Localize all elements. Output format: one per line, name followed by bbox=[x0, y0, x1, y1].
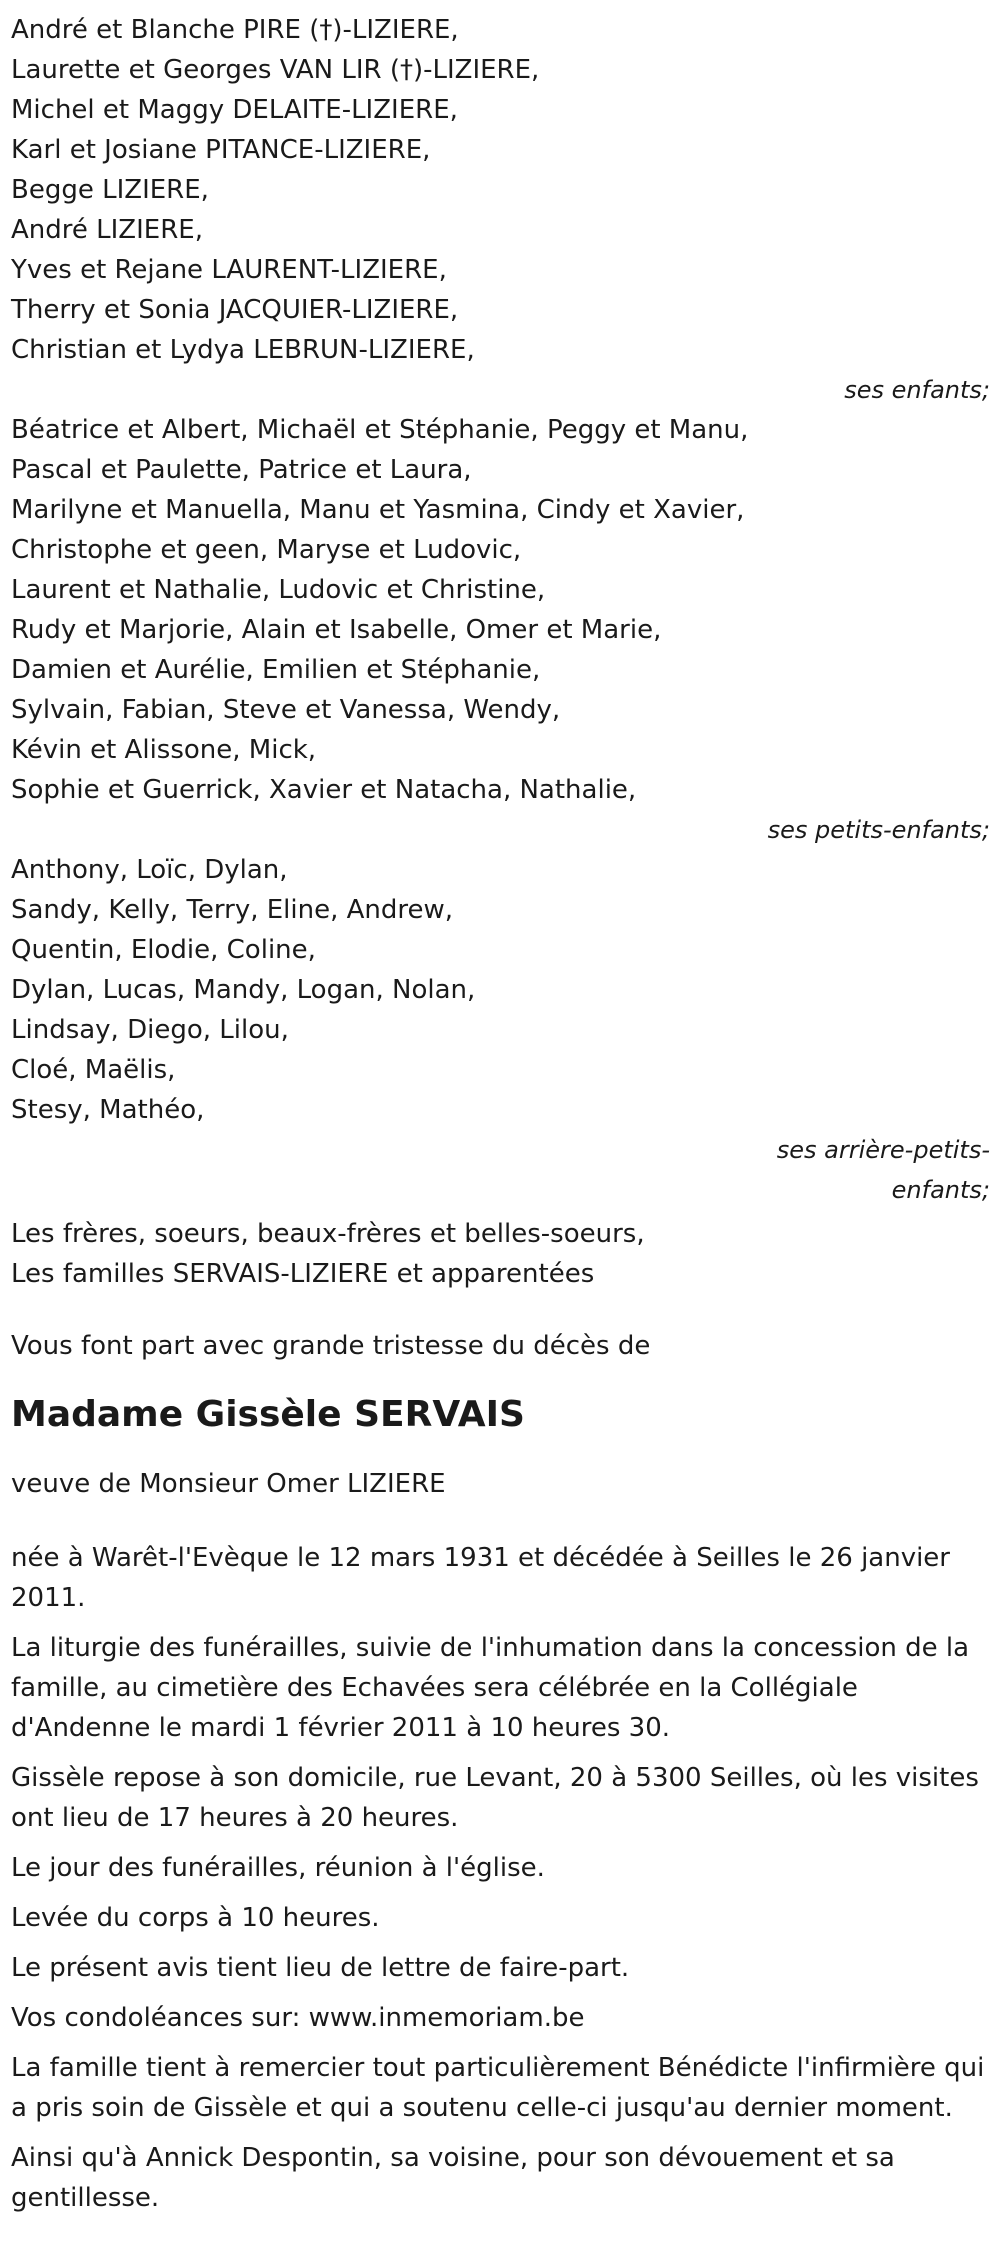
list-item: Quentin, Elodie, Coline, bbox=[11, 935, 316, 965]
list-item: André LIZIERE, bbox=[11, 215, 203, 245]
extended-family-list bbox=[11, 1214, 990, 1294]
role-label-line-2: enfants; bbox=[891, 1176, 990, 1204]
condolences-paragraph: Vos condoléances sur: www.inmemoriam.be bbox=[11, 2003, 585, 2033]
list-item: Christophe et geen, Maryse et Ludovic, bbox=[11, 535, 522, 565]
grandchildren-list bbox=[11, 410, 990, 850]
birth-death-paragraph: née à Warêt-l'Evèque le 12 mars 1931 et décédée à Seilles le 26 janvier 2011. bbox=[11, 1543, 950, 1613]
list-item: Lindsay, Diego, Lilou, bbox=[11, 1015, 289, 1045]
list-item: Therry et Sonia JACQUIER-LIZIERE, bbox=[11, 295, 459, 325]
great-grandchildren-list bbox=[11, 850, 990, 1210]
list-item: Yves et Rejane LAURENT-LIZIERE, bbox=[11, 255, 447, 285]
list-item: Damien et Aurélie, Emilien et Stéphanie, bbox=[11, 655, 541, 685]
list-item: Les frères, soeurs, beaux-frères et belles-soeurs, bbox=[11, 1219, 645, 1249]
thanks-neighbor-paragraph: Ainsi qu'à Annick Despontin, sa voisine, pour son dévouement et sa gentillesse. bbox=[11, 2143, 895, 2213]
list-item: Marilyne et Manuella, Manu et Yasmina, Cindy et Xavier, bbox=[11, 495, 745, 525]
list-item: Kévin et Alissone, Mick, bbox=[11, 735, 317, 765]
children-role-label: ses enfants; bbox=[844, 376, 990, 404]
announcement-text: Vous font part avec grande tristesse du décès de bbox=[11, 1331, 651, 1361]
deceased-name: Madame Gissèle SERVAIS bbox=[11, 1394, 525, 1435]
role-label-line-1: ses arrière-petits- bbox=[776, 1136, 990, 1164]
list-item: Christian et Lydya LEBRUN-LIZIERE, bbox=[11, 335, 475, 365]
list-item: Karl et Josiane PITANCE-LIZIERE, bbox=[11, 135, 431, 165]
details-section bbox=[11, 1538, 990, 2218]
list-item: Stesy, Mathéo, bbox=[11, 1095, 205, 1125]
list-item: André et Blanche PIRE (†)-LIZIERE, bbox=[11, 15, 459, 45]
departure-paragraph: Levée du corps à 10 heures. bbox=[11, 1903, 380, 1933]
grandchildren-role-label: ses petits-enfants; bbox=[767, 816, 990, 844]
list-item: Sophie et Guerrick, Xavier et Natacha, Nathalie, bbox=[11, 775, 637, 805]
gathering-paragraph: Le jour des funérailles, réunion à l'église. bbox=[11, 1853, 545, 1883]
great-grandchildren-role-label bbox=[11, 1130, 990, 1210]
widow-of-text: veuve de Monsieur Omer LIZIERE bbox=[11, 1469, 446, 1499]
visitation-paragraph: Gissèle repose à son domicile, rue Levant, 20 à 5300 Seilles, où les visites ont lieu de 17 heures à 20 heures. bbox=[11, 1763, 979, 1833]
list-item: Michel et Maggy DELAITE-LIZIERE, bbox=[11, 95, 458, 125]
list-item: Cloé, Maëlis, bbox=[11, 1055, 176, 1085]
list-item: Laurent et Nathalie, Ludovic et Christine, bbox=[11, 575, 546, 605]
list-item: Sylvain, Fabian, Steve et Vanessa, Wendy, bbox=[11, 695, 561, 725]
list-item: Begge LIZIERE, bbox=[11, 175, 209, 205]
list-item: Rudy et Marjorie, Alain et Isabelle, Omer et Marie, bbox=[11, 615, 662, 645]
list-item: Pascal et Paulette, Patrice et Laura, bbox=[11, 455, 472, 485]
funeral-paragraph: La liturgie des funérailles, suivie de l'inhumation dans la concession de la famille, au cimetière des Echavées sera célébrée en la Collégiale d'Andenne le mardi 1 février 2011 à 10 heures 30. bbox=[11, 1633, 970, 1743]
list-item: Dylan, Lucas, Mandy, Logan, Nolan, bbox=[11, 975, 476, 1005]
list-item: Les familles SERVAIS-LIZIERE et apparentées bbox=[11, 1259, 595, 1289]
list-item: Sandy, Kelly, Terry, Eline, Andrew, bbox=[11, 895, 454, 925]
list-item: Anthony, Loïc, Dylan, bbox=[11, 855, 288, 885]
notice-paragraph: Le présent avis tient lieu de lettre de faire-part. bbox=[11, 1953, 630, 1983]
list-item: Béatrice et Albert, Michaël et Stéphanie, Peggy et Manu, bbox=[11, 415, 749, 445]
list-item: Laurette et Georges VAN LIR (†)-LIZIERE, bbox=[11, 55, 540, 85]
children-list bbox=[11, 10, 990, 410]
thanks-paragraph: La famille tient à remercier tout particulièrement Bénédicte l'infirmière qui a pris soin de Gissèle et qui a soutenu celle-ci jusqu'au dernier moment. bbox=[11, 2053, 985, 2123]
